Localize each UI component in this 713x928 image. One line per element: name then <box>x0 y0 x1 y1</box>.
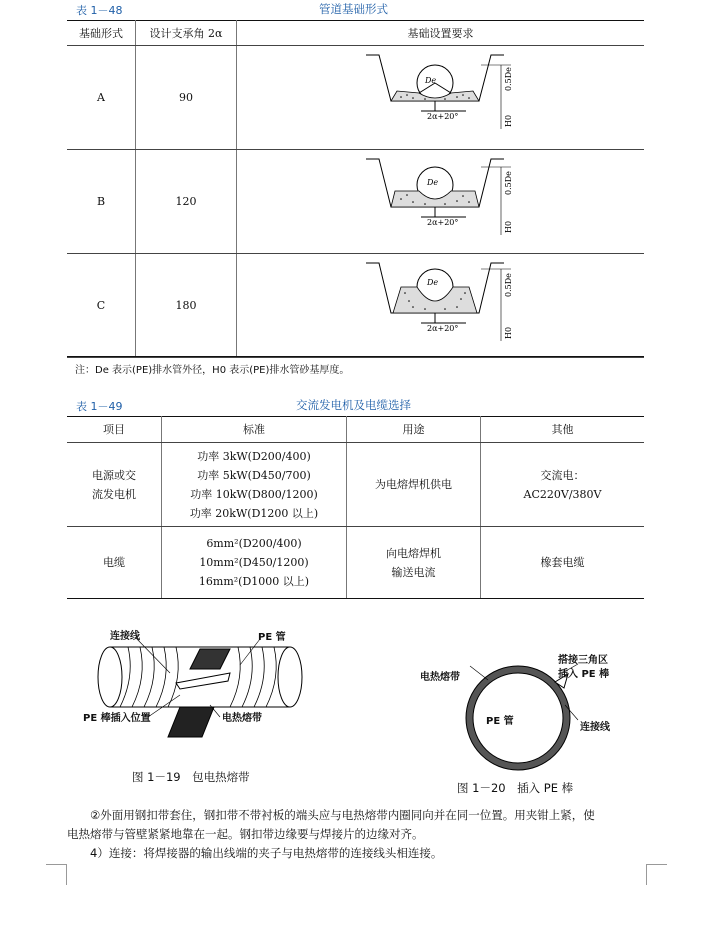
figure-1-19-drawing <box>80 625 310 745</box>
fig19-label-pe-pipe: PE 管 <box>258 632 286 643</box>
diagram-c-half: 0.5De <box>503 273 513 297</box>
table1-row-a-angle: 90 <box>136 46 237 150</box>
table2-row1-standard-line4: 功率 20kW(D1200 以上) <box>189 506 319 520</box>
diagram-c-h0: H0 <box>503 326 513 339</box>
table2-header-item: 项目 <box>67 417 162 443</box>
foundation-diagram-c <box>361 259 521 349</box>
table1-header-req: 基础设置要求 <box>237 21 645 46</box>
table2-header-use: 用途 <box>347 417 481 443</box>
fig20-label-band: 电热熔带 <box>420 672 460 683</box>
table1-row-a-form: A <box>67 46 136 150</box>
table1-row-b-angle: 120 <box>136 150 237 254</box>
table1-row-b-form: B <box>67 150 136 254</box>
table2-row2-standard <box>162 527 347 599</box>
table2-row1-item-line1: 电源或交 <box>92 468 136 482</box>
fig20-label-pe-pipe: PE 管 <box>486 716 514 727</box>
corner-mark-left <box>46 864 67 885</box>
diagram-c-de: De <box>426 278 438 287</box>
table1-row-b-diagram <box>237 150 645 254</box>
diagram-b-half: 0.5De <box>503 171 513 195</box>
foundation-diagram-a <box>361 51 521 141</box>
figure-1-19-caption: 图 1－19 包电热熔带 <box>132 770 250 784</box>
paragraph-2: 电热熔带与管壁紧紧地靠在一起。钢扣带边缘要与焊接片的边缘对齐。 <box>67 827 424 841</box>
table2-row2-standard-line3: 16mm²(D1000 以上) <box>198 575 310 588</box>
table2-row2-standard-line1: 6mm²(D200/400) <box>206 537 302 550</box>
table2-row1-other-line1: 交流电： <box>540 468 585 482</box>
table1-note: 注：De 表示(PE)排水管外径，H0 表示(PE)排水管砂基厚度。 <box>75 365 350 376</box>
diagram-b-angle: 2α+20° <box>426 218 458 227</box>
table2-header-standard: 标准 <box>162 417 347 443</box>
fig20-label-triangle1: 搭接三角区 <box>558 655 608 666</box>
table2-row2-item <box>67 527 162 599</box>
corner-mark-right <box>646 864 667 885</box>
fig19-label-band: 电热熔带 <box>222 713 262 724</box>
table1 <box>67 20 644 358</box>
fig20-label-triangle2: 插入 PE 棒 <box>558 669 610 680</box>
diagram-a-de: De <box>424 76 436 85</box>
foundation-diagram-b <box>361 155 521 245</box>
diagram-a-angle: 2α+20° <box>426 112 458 121</box>
table2-row2-other-line1: 橡套电缆 <box>540 556 585 569</box>
diagram-b-de: De <box>426 178 438 187</box>
table1-row-c-diagram <box>237 254 645 358</box>
table2-row1-standard <box>162 443 347 527</box>
diagram-c-angle: 2α+20° <box>426 324 458 333</box>
diagram-a-h0: H0 <box>503 114 513 127</box>
diagram-a-half: 0.5De <box>503 67 513 91</box>
fig19-label-pe-rod: PE 棒插入位置 <box>83 713 151 724</box>
table2-row1-standard-line3: 功率 10kW(D800/1200) <box>190 487 318 501</box>
table2-header-other: 其他 <box>481 417 645 443</box>
fig19-label-wire: 连接线 <box>110 631 140 642</box>
table2-row1-item <box>67 443 162 527</box>
table2-row1-standard-line1: 功率 3kW(D200/400) <box>197 449 311 463</box>
table1-title: 管道基础形式 <box>319 2 388 16</box>
table2-row2-use <box>347 527 481 599</box>
table2-row2-use-line1: 向电熔焊机 <box>386 546 441 560</box>
table2-row1-other <box>481 443 645 527</box>
table2-row1-standard-line2: 功率 5kW(D450/700) <box>197 468 311 482</box>
paragraph-3: 4）连接：将焊接器的输出线端的夹子与电热熔带的连接线头相连接。 <box>90 846 443 860</box>
table1-row-c-angle: 180 <box>136 254 237 358</box>
figure-1-20-caption: 图 1－20 插入 PE 棒 <box>457 781 574 795</box>
table2-label: 表 1－49 <box>76 400 123 413</box>
fig20-label-wire: 连接线 <box>580 722 610 733</box>
diagram-b-h0: H0 <box>503 220 513 233</box>
table1-header-angle: 设计支承角 2α <box>136 21 237 46</box>
table2-row2-item-line1: 电缆 <box>103 556 125 569</box>
table1-row-c-form: C <box>67 254 136 358</box>
table2-row2-use-line2: 输送电流 <box>391 565 436 579</box>
table2-row1-use <box>347 443 481 527</box>
paragraph-1: ②外面用钢扣带套住，钢扣带不带衬板的端头应与电热熔带内圈同向并在同一位置。用夹钳上紧，使 <box>90 808 595 822</box>
table2-title: 交流发电机及电缆选择 <box>296 398 411 412</box>
table1-row-a-diagram <box>237 46 645 150</box>
table1-header-form: 基础形式 <box>67 21 136 46</box>
table2-row2-other <box>481 527 645 599</box>
table2 <box>67 416 644 599</box>
table2-row1-other-line2: AC220V/380V <box>523 487 602 501</box>
table2-row1-use-line1: 为电熔焊机供电 <box>375 478 452 491</box>
table1-label: 表 1－48 <box>76 4 123 17</box>
table2-row2-standard-line2: 10mm²(D450/1200) <box>199 556 309 569</box>
table1-bottom-rule <box>67 356 644 357</box>
table2-row1-item-line2: 流发电机 <box>92 487 136 501</box>
